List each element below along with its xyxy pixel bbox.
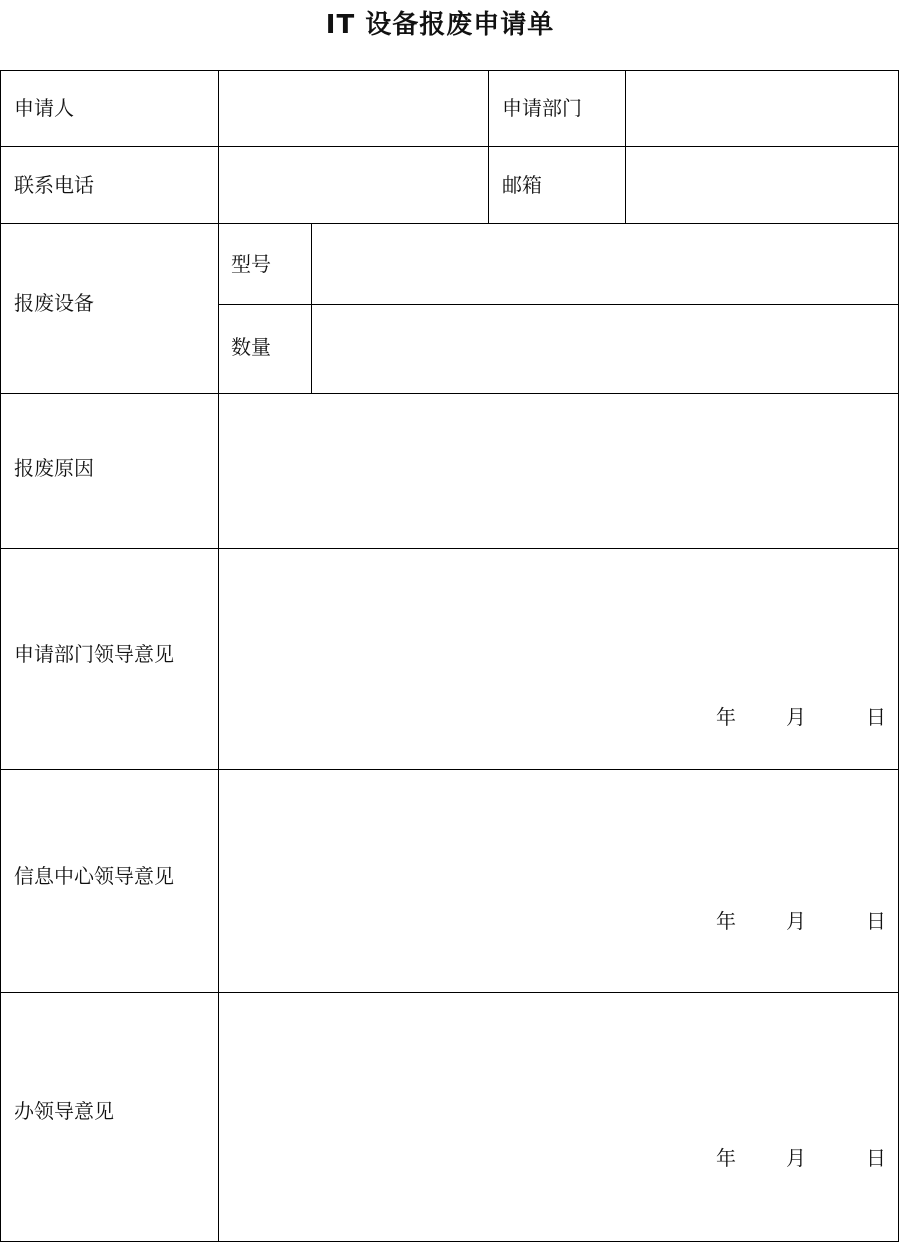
office-leader-opinion-field[interactable] [219, 993, 898, 1138]
table-border-left [0, 70, 1, 1242]
info-center-date-year: 年 [716, 909, 736, 933]
dept-leader-date-year: 年 [716, 705, 736, 729]
dept-leader-opinion-field[interactable] [219, 549, 898, 699]
info-center-date-month: 月 [786, 909, 806, 933]
reason-field[interactable] [219, 394, 898, 548]
phone-field[interactable] [219, 147, 488, 223]
applicant-label: 申请人 [14, 96, 74, 120]
form-title: IT 设备报废申请单 [325, 10, 555, 40]
department-field[interactable] [626, 71, 898, 146]
email-field[interactable] [626, 147, 898, 223]
phone-label: 联系电话 [14, 173, 94, 197]
info-center-leader-opinion-field[interactable] [219, 770, 898, 900]
dept-leader-label: 申请部门领导意见 [14, 642, 174, 666]
applicant-field[interactable] [219, 71, 488, 146]
scrap-application-form [0, 70, 899, 1242]
model-label: 型号 [231, 252, 271, 276]
quantity-label: 数量 [231, 335, 271, 359]
quantity-field[interactable] [312, 305, 898, 393]
email-label: 邮箱 [502, 173, 542, 197]
department-label: 申请部门 [502, 96, 582, 120]
office-leader-date-year: 年 [716, 1146, 736, 1170]
dept-leader-date-day: 日 [866, 705, 886, 729]
reason-label: 报废原因 [14, 456, 94, 480]
office-leader-label: 办领导意见 [14, 1099, 114, 1123]
dept-leader-date-month: 月 [786, 705, 806, 729]
model-field[interactable] [312, 224, 898, 304]
info-center-date-day: 日 [866, 909, 886, 933]
office-leader-date-day: 日 [866, 1146, 886, 1170]
equipment-label: 报废设备 [14, 291, 94, 315]
column-divider [488, 70, 489, 223]
office-leader-date-month: 月 [786, 1146, 806, 1170]
info-center-leader-label: 信息中心领导意见 [14, 864, 174, 888]
